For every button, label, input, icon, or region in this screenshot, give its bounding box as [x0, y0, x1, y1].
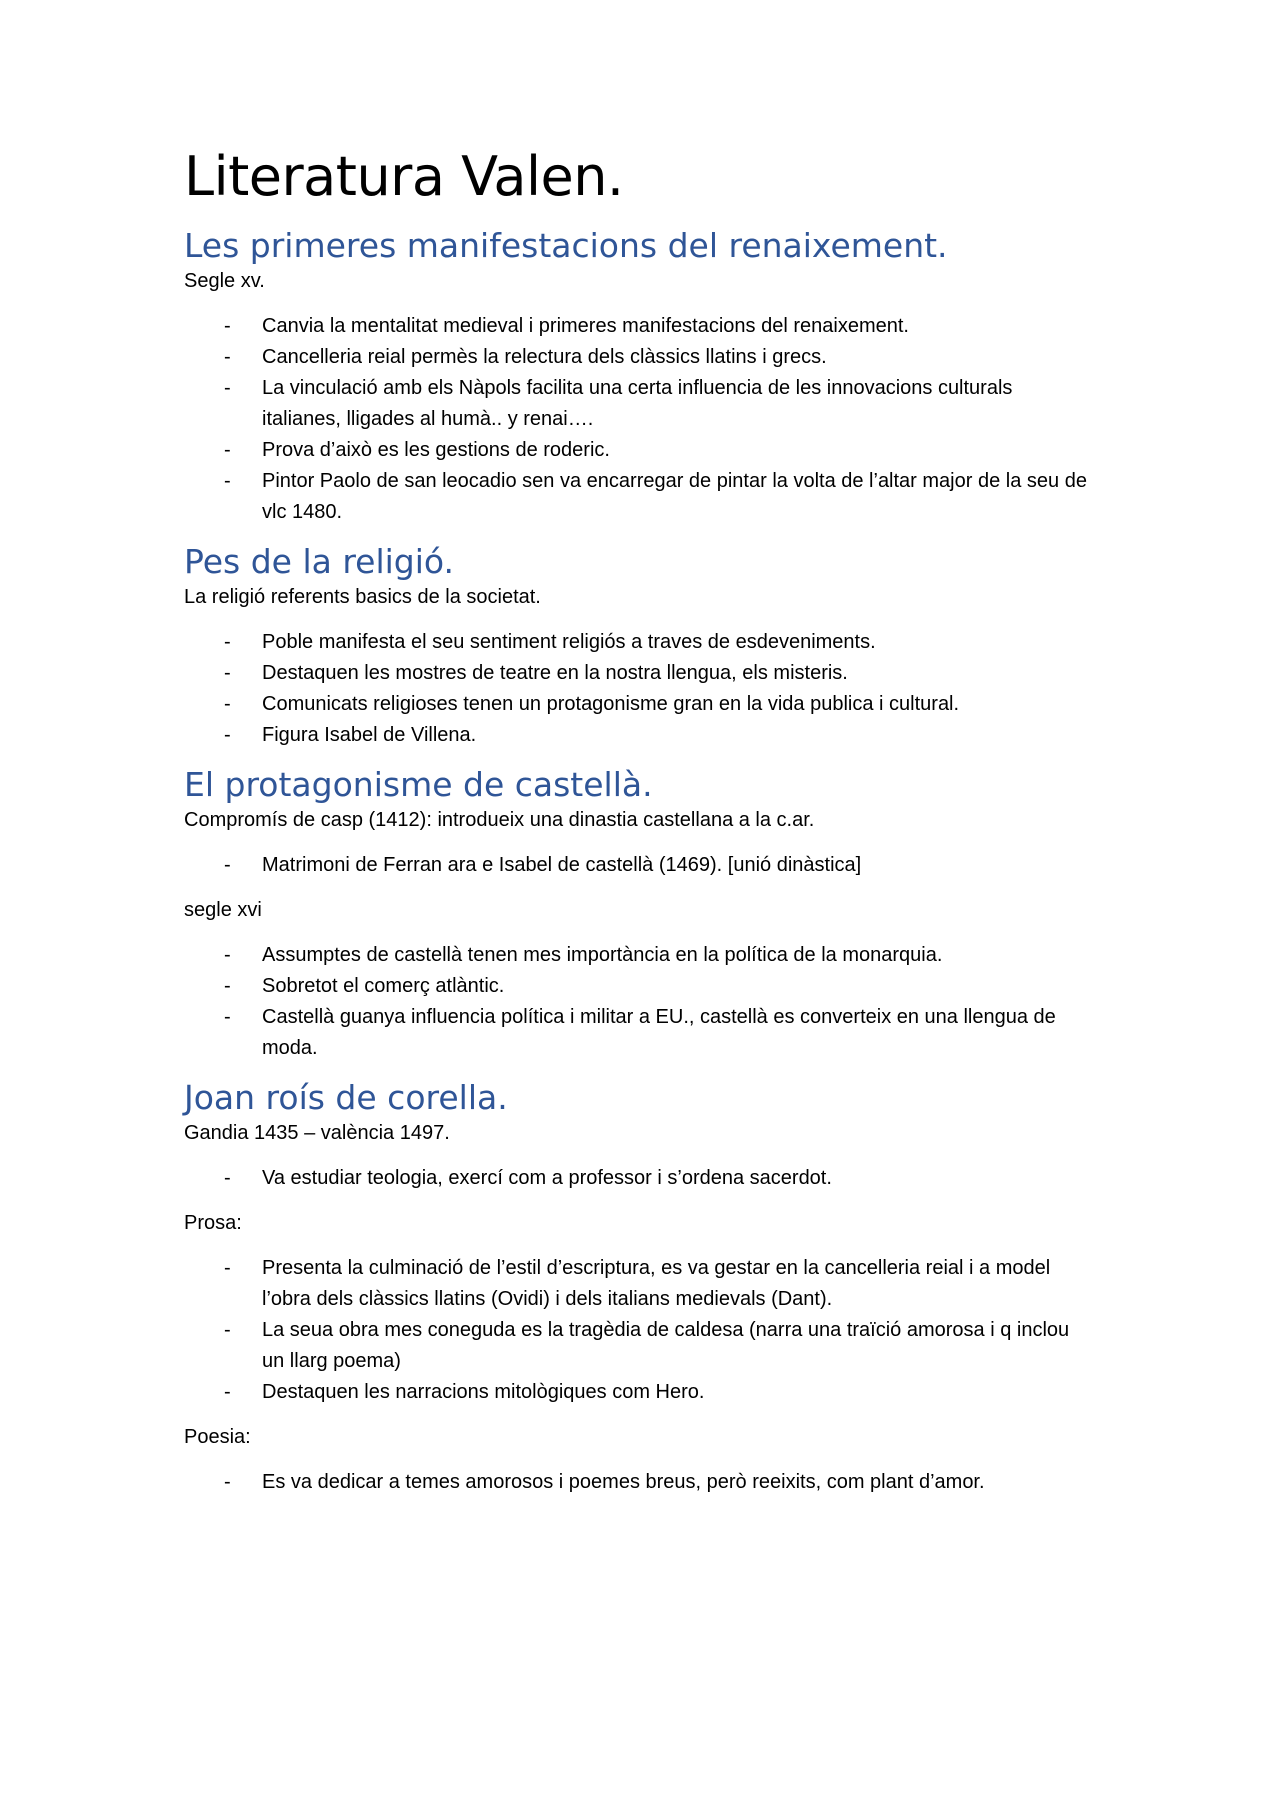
- list-item-text: Presenta la culminació de l’estil d’escriptura, es va gestar en la cancelleria reial i a model l’obra dels clàssics llatins (Ovidi) i dels italians medievals (Dant).: [262, 1257, 1051, 1310]
- prose-label: Prosa:: [184, 1212, 242, 1234]
- list-item: [184, 373, 1094, 435]
- dash-icon: -: [224, 1257, 231, 1279]
- sub-intro: segle xvi: [184, 899, 262, 921]
- list-item-text: La vinculació amb els Nàpols facilita una certa influencia de les innovacions culturals italianes, lligades al humà.. y renai….: [262, 377, 1013, 430]
- dash-icon: -: [224, 439, 231, 461]
- bullet-list: [184, 940, 1094, 1064]
- list-item-text: Destaquen les narracions mitològiques com Hero.: [262, 1381, 705, 1403]
- list-item-text: Canvia la mentalitat medieval i primeres manifestacions del renaixement.: [262, 315, 909, 337]
- list-item: [184, 720, 1094, 751]
- section-heading: Joan roís de corella.: [184, 1078, 508, 1117]
- list-item: [184, 1253, 1094, 1315]
- list-item-text: Comunicats religioses tenen un protagonisme gran en la vida publica i cultural.: [262, 693, 960, 715]
- section-corella: [184, 1078, 1094, 1498]
- dash-icon: -: [224, 315, 231, 337]
- list-item: [184, 689, 1094, 720]
- bullet-list: [184, 627, 1094, 751]
- dash-icon: -: [224, 1471, 231, 1493]
- dash-icon: -: [224, 1167, 231, 1189]
- bullet-list: [184, 1253, 1094, 1408]
- dash-icon: -: [224, 975, 231, 997]
- list-item-text: Cancelleria reial permès la relectura dels clàssics llatins i grecs.: [262, 346, 827, 368]
- bullet-list: [184, 1467, 1094, 1498]
- dash-icon: -: [224, 377, 231, 399]
- list-item-text: Pintor Paolo de san leocadio sen va encarregar de pintar la volta de l’altar major de la seu de vlc 1480.: [262, 470, 1087, 523]
- list-item: [184, 971, 1094, 1002]
- dash-icon: -: [224, 662, 231, 684]
- dash-icon: -: [224, 631, 231, 653]
- list-item-text: Prova d’això es les gestions de roderic.: [262, 439, 610, 461]
- list-item: [184, 435, 1094, 466]
- list-item: [184, 1002, 1094, 1064]
- bullet-list: [184, 850, 1094, 881]
- list-item-text: Matrimoni de Ferran ara e Isabel de castellà (1469). [unió dinàstica]: [262, 854, 862, 876]
- dash-icon: -: [224, 470, 231, 492]
- list-item-text: Figura Isabel de Villena.: [262, 724, 477, 746]
- document-page: [184, 145, 1094, 1512]
- dash-icon: -: [224, 1381, 231, 1403]
- bullet-list: [184, 1163, 1094, 1194]
- section-castella: [184, 765, 1094, 1064]
- section-religio: [184, 542, 1094, 751]
- list-item-text: Castellà guanya influencia política i militar a EU., castellà es converteix en una llengua de moda.: [262, 1006, 1056, 1059]
- section-intro: Gandia 1435 – valència 1497.: [184, 1122, 450, 1144]
- list-item-text: Destaquen les mostres de teatre en la nostra llengua, els misteris.: [262, 662, 848, 684]
- list-item: [184, 1163, 1094, 1194]
- list-item-text: Va estudiar teologia, exercí com a professor i s’ordena sacerdot.: [262, 1167, 832, 1189]
- dash-icon: -: [224, 724, 231, 746]
- list-item: [184, 627, 1094, 658]
- list-item-text: Poble manifesta el seu sentiment religiós a traves de esdeveniments.: [262, 631, 876, 653]
- section-heading: Pes de la religió.: [184, 542, 455, 581]
- section-heading: Les primeres manifestacions del renaixement.: [184, 226, 948, 265]
- section-intro: Compromís de casp (1412): introdueix una dinastia castellana a la c.ar.: [184, 809, 815, 831]
- section-heading: El protagonisme de castellà.: [184, 765, 653, 804]
- dash-icon: -: [224, 854, 231, 876]
- list-item: [184, 1377, 1094, 1408]
- section-intro: Segle xv.: [184, 270, 265, 292]
- list-item-text: Es va dedicar a temes amorosos i poemes breus, però reeixits, com plant d’amor.: [262, 1471, 985, 1493]
- section-intro: La religió referents basics de la societat.: [184, 586, 541, 608]
- list-item-text: La seua obra mes coneguda es la tragèdia de caldesa (narra una traïció amorosa i q inclou un llarg poema): [262, 1319, 1070, 1372]
- list-item: [184, 1315, 1094, 1377]
- list-item: [184, 850, 1094, 881]
- dash-icon: -: [224, 1319, 231, 1341]
- list-item: [184, 1467, 1094, 1498]
- list-item: [184, 466, 1094, 528]
- dash-icon: -: [224, 346, 231, 368]
- document-title: Literatura Valen.: [184, 145, 624, 208]
- dash-icon: -: [224, 1006, 231, 1028]
- bullet-list: [184, 311, 1094, 528]
- list-item: [184, 342, 1094, 373]
- list-item: [184, 311, 1094, 342]
- list-item: [184, 658, 1094, 689]
- section-renaixement: [184, 226, 1094, 528]
- list-item-text: Sobretot el comerç atlàntic.: [262, 975, 505, 997]
- list-item-text: Assumptes de castellà tenen mes importància en la política de la monarquia.: [262, 944, 943, 966]
- dash-icon: -: [224, 944, 231, 966]
- dash-icon: -: [224, 693, 231, 715]
- poetry-label: Poesia:: [184, 1426, 251, 1448]
- list-item: [184, 940, 1094, 971]
